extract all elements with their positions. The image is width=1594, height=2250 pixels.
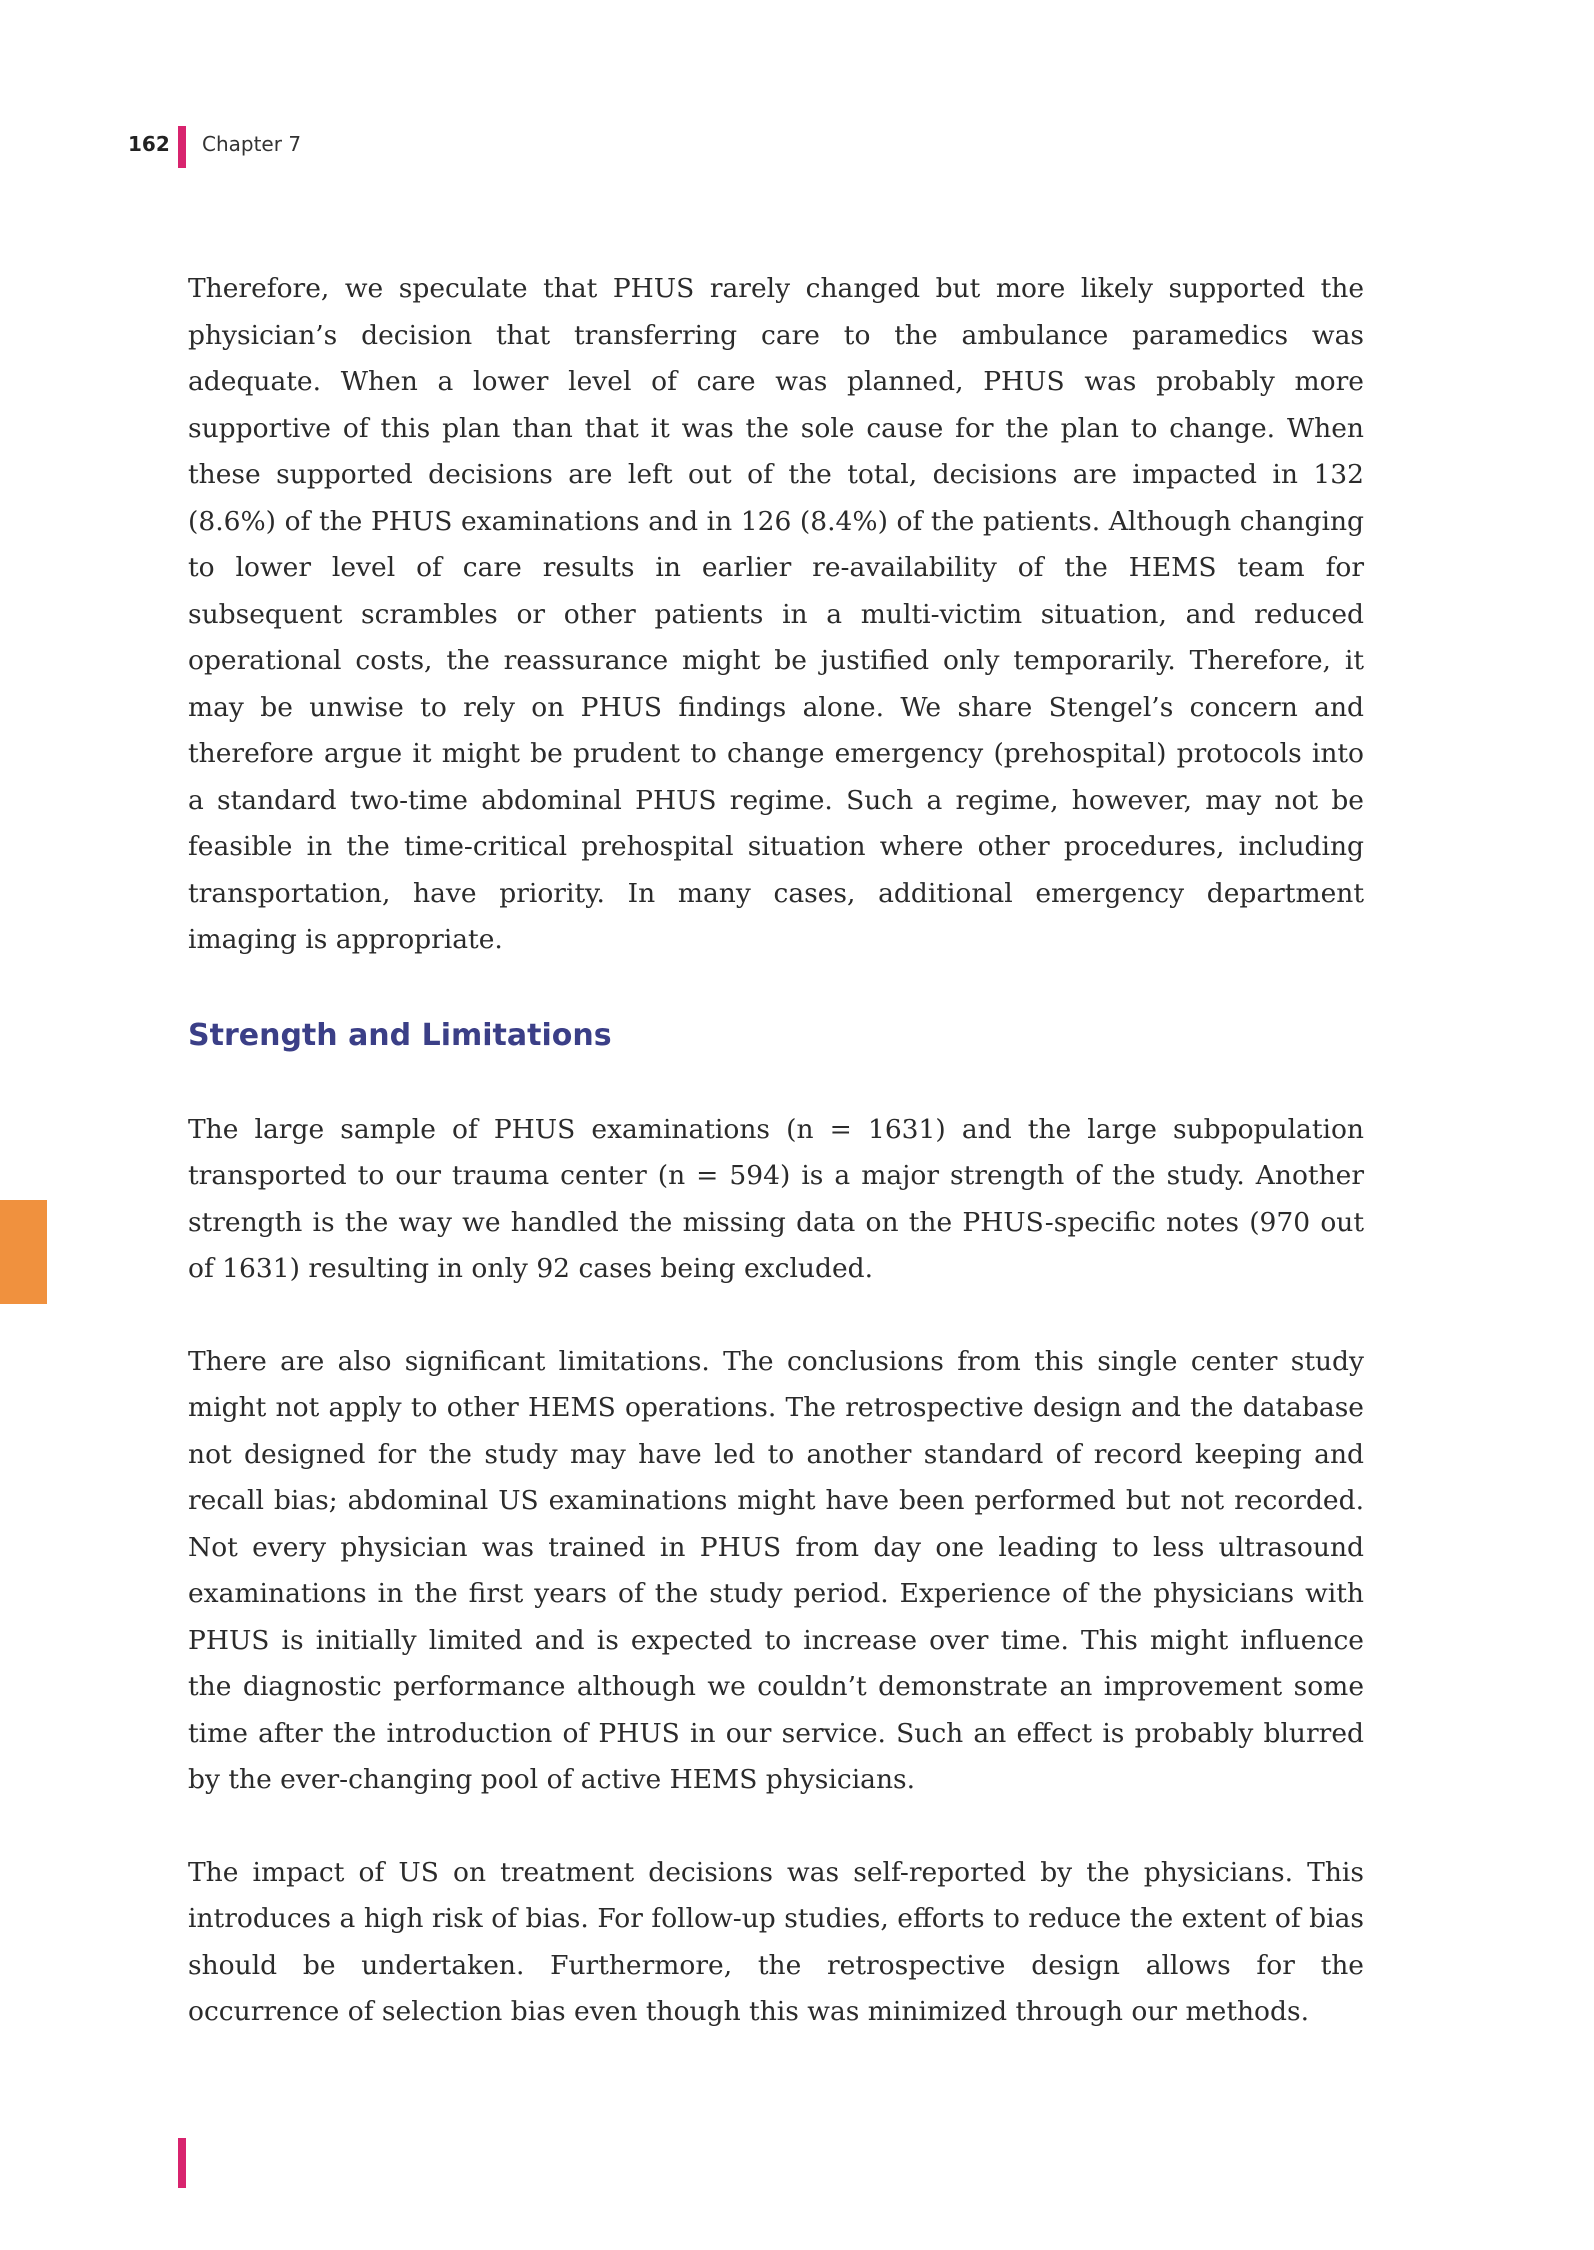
paragraph-discussion: Therefore, we speculate that PHUS rarely changed but more likely supported the physician’s decision that transferring care to the ambulance paramedics was adequate. When a lower level of care was planned, PHUS was probably more supportive of this plan than that it was the sole cause for the plan to change. When these supported decisions are left out of the total, decisions are impacted in 132 (8.6%) of the PHUS examinations and in 126 (8.4%) of the patients. Although changing to lower level of care results in earlier re-availability of the HEMS team for subsequent scrambles or other patients in a multi-victim situation, and reduced operational costs, the reassurance might be justified only temporarily. Therefore, it may be unwise to rely on PHUS findings alone. We share Stengel’s concern and therefore argue it might be prudent to change emergency (prehospital) protocols into a standard two-time abdominal PHUS regime. Such a regime, however, may not be feasible in the time-critical prehospital situation where other procedures, including transportation, have priority. In many cases, additional emergency department imaging is appropriate. [188,273,1364,955]
paragraph-strengths: The large sample of PHUS examinations (n = 1631) and the large subpopulation transported to our trauma center (n = 594) is a major strength of the study. Another strength is the way we handled the missing data on the PHUS-specific notes (970 out of 1631) resulting in only 92 cases being excluded. [188,1113,1364,1284]
page-body [188,266,1364,2036]
chapter-side-tab [0,1200,47,1304]
paragraph-limitations: There are also significant limitations. The conclusions from this single center study might not apply to other HEMS operations. The retrospective design and the database not designed for the study may have led to another standard of record keeping and recall bias; abdominal US examinations might have been performed but not recorded. Not every physician was trained in PHUS from day one leading to less ultrasound examinations in the first years of the study period. Experience of the physicians with PHUS is initially limited and is expected to increase over time. This might influence the diagnostic performance although we couldn’t demonstrate an improvement some time after the introduction of PHUS in our service. Such an effect is probably blurred by the ever-changing pool of active HEMS physicians. [188,1345,1364,1795]
footer-accent-bar [178,2138,186,2188]
section-heading: Strength and Limitations [188,1017,612,1053]
paragraph-bias: The impact of US on treatment decisions was self-reported by the physicians. This introduces a high risk of bias. For follow-up studies, efforts to reduce the extent of bias should be undertaken. Furthermore, the retrospective design allows for the occurrence of selection bias even though this was minimized through our methods. [188,1856,1364,2027]
chapter-label: Chapter 7 [202,132,302,156]
page-number: 162 [128,132,170,156]
header-accent-bar [178,126,186,168]
